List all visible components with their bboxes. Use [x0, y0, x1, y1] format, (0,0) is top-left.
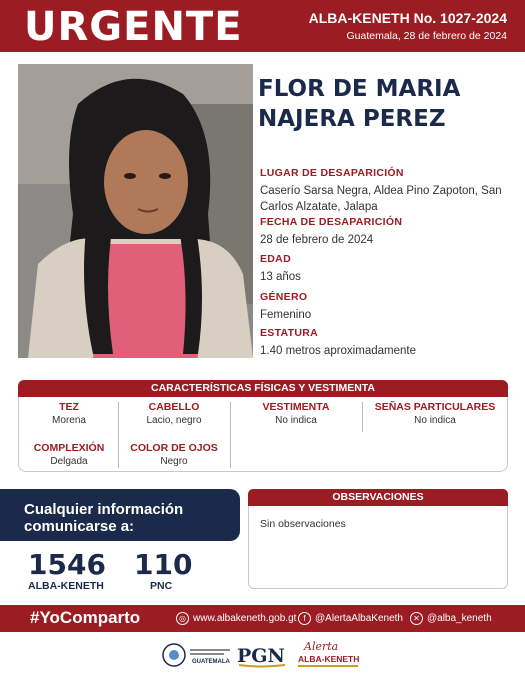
alert-number: ALBA-KENETH No. 1027-2024: [308, 10, 507, 26]
alerta-text: Alerta: [304, 640, 339, 653]
footer-bar: [0, 605, 525, 632]
globe-icon: ◎: [176, 612, 189, 625]
senas-value: No indica: [414, 415, 456, 426]
cell-vestimenta: [230, 401, 362, 426]
urgent-title: URGENTE: [24, 4, 243, 50]
field-fecha: [260, 216, 520, 248]
ojos-label: COLOR DE OJOS: [130, 442, 218, 454]
cell-ojos: [118, 442, 230, 467]
estatura-value: 1.40 metros aproximadamente: [260, 345, 416, 357]
field-lugar: [260, 167, 520, 215]
pgn-text: PGN: [237, 645, 285, 667]
characteristics-title: CARACTERÍSTICAS FÍSICAS Y VESTIMENTA: [18, 380, 508, 397]
lugar-value: Caserío Sarsa Negra, Aldea Pino Zapoton, San Carlos Alzatate, Jalapa: [260, 185, 502, 213]
header-bar: [0, 0, 525, 52]
name-line-1: FLOR DE MARIA: [258, 76, 461, 102]
alerta-alba-keneth-logo: [298, 638, 360, 672]
x-icon: ✕: [410, 612, 423, 625]
hashtag: #YoComparto: [30, 608, 141, 627]
phone-number-alba[interactable]: 1546: [28, 548, 106, 581]
tez-value: Morena: [52, 415, 86, 426]
genero-value: Femenino: [260, 309, 312, 321]
contact-banner: [0, 489, 240, 541]
field-edad: [260, 253, 520, 285]
senas-label: SEÑAS PARTICULARES: [374, 401, 496, 413]
tez-label: TEZ: [59, 401, 79, 413]
website-text: www.albakeneth.gob.gt: [193, 613, 297, 624]
complexion-label: COMPLEXIÓN: [33, 442, 105, 454]
phone-label-pnc: PNC: [150, 580, 173, 592]
website-link[interactable]: [176, 612, 296, 625]
facebook-text: @AlertaAlbaKeneth: [315, 613, 403, 624]
complexion-value: Delgada: [50, 456, 88, 467]
phone-label-alba: ALBA-KENETH: [28, 580, 104, 592]
government-logo: [162, 640, 232, 670]
twitter-link[interactable]: [410, 612, 492, 625]
edad-value: 13 años: [260, 271, 301, 283]
observations-text: Sin observaciones: [260, 518, 346, 530]
observations-title: OBSERVACIONES: [248, 489, 508, 506]
contact-line-2: comunicarse a:: [24, 518, 135, 535]
cell-senas: [362, 401, 508, 426]
fecha-value: 28 de febrero de 2024: [260, 234, 374, 246]
field-genero: [260, 291, 520, 323]
twitter-text: @alba_keneth: [427, 613, 492, 624]
cell-cabello: [118, 401, 230, 426]
cabello-label: CABELLO: [148, 401, 200, 413]
edad-label: EDAD: [260, 253, 291, 265]
lugar-label: LUGAR DE DESAPARICIÓN: [260, 167, 404, 179]
place-date: Guatemala, 28 de febrero de 2024: [346, 30, 507, 42]
genero-label: GÉNERO: [260, 291, 308, 303]
contact-line-1: Cualquier información: [24, 501, 184, 518]
facebook-link[interactable]: [298, 612, 403, 625]
person-name: [258, 74, 518, 134]
vestimenta-label: VESTIMENTA: [262, 401, 330, 413]
phone-number-pnc[interactable]: 110: [134, 548, 193, 581]
facebook-icon: f: [298, 612, 311, 625]
missing-person-photo: [18, 64, 253, 358]
gob-text: GUATEMALA: [192, 659, 230, 665]
vestimenta-value: No indica: [275, 415, 317, 426]
cabello-value: Lacio, negro: [146, 415, 202, 426]
alba-text: ALBA-KENETH: [298, 654, 360, 664]
cell-tez: [20, 401, 118, 426]
name-line-2: NAJERA PEREZ: [258, 106, 446, 132]
pgn-logo: [237, 642, 287, 668]
cell-complexion: [20, 442, 118, 467]
estatura-label: ESTATURA: [260, 327, 319, 339]
field-estatura: [260, 327, 520, 359]
fecha-label: FECHA DE DESAPARICIÓN: [260, 216, 403, 228]
ojos-value: Negro: [160, 456, 188, 467]
